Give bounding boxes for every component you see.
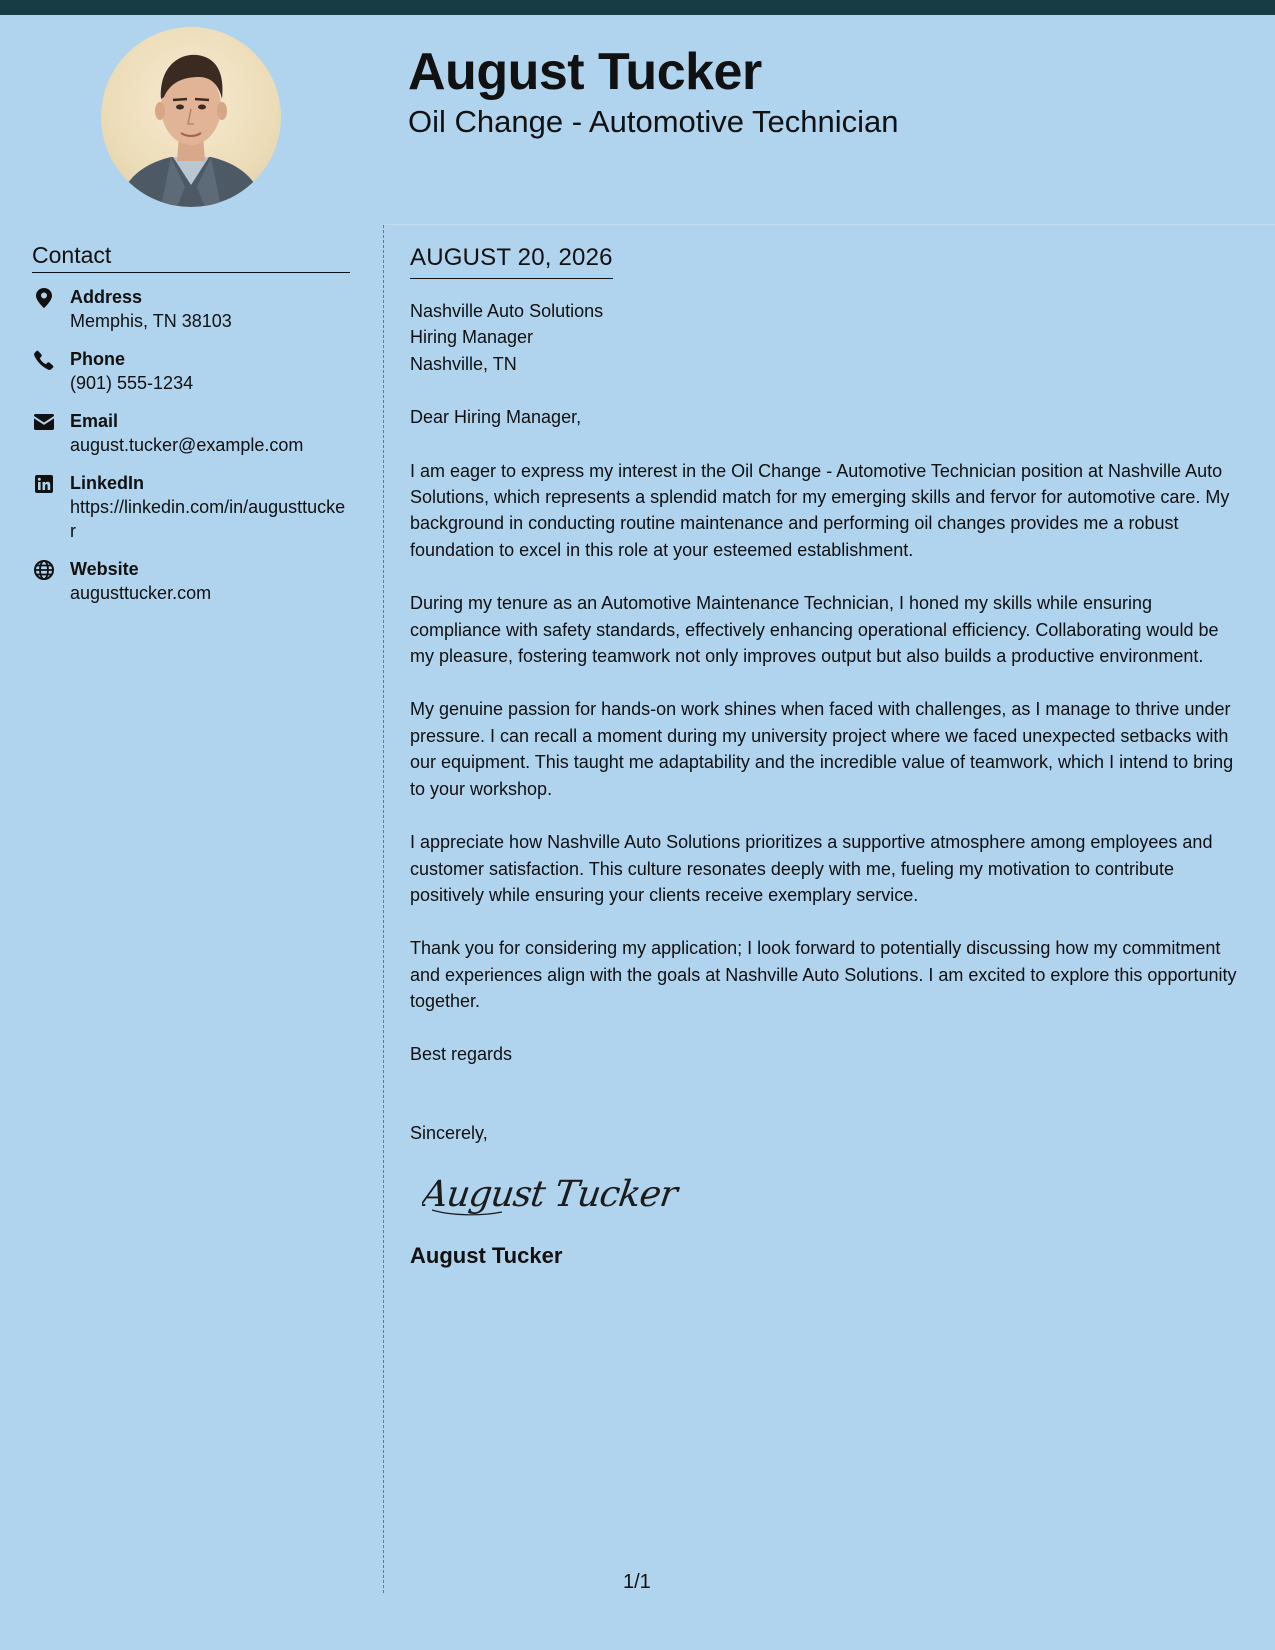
recipient-company: Nashville Auto Solutions bbox=[410, 301, 604, 321]
address-label: Address bbox=[70, 287, 143, 307]
recipient-role: Hiring Manager bbox=[410, 327, 534, 348]
page-number: 1/1 bbox=[623, 1571, 651, 1593]
paragraph: My genuine passion for hands-on work shines when faced with challenges, as I manage to thrive under pressure. I can recall a moment during my university project where we faced unexpected setbacks with our equipment. This taught me adaptability and the incredible value of teamwork, which I intend to bring to your workshop. bbox=[410, 699, 1234, 799]
paragraph: During my tenure as an Automotive Maintenance Technician, I honed my skills while ensuring compliance with safety standards, effectively enhancing operational efficiency. Collaborating would be my pleasure, fostering teamwork not only improves output but also builds a productive environment. bbox=[410, 593, 1219, 667]
salutation: Dear Hiring Manager, bbox=[410, 407, 582, 428]
signed-name: August Tucker bbox=[410, 1243, 563, 1269]
contact-linkedin bbox=[32, 471, 350, 543]
column-divider bbox=[383, 225, 384, 1593]
paragraph: I am eager to express my interest in the Oil Change - Automotive Technician position at Nashville Auto Solutions, which represents a splendid match for my emerging skills and fervor for automotive care. My background in conducting routine maintenance and performing oil changes provides me a robust foundation to excel in this role at your esteemed establishment. bbox=[410, 460, 1230, 560]
recipient-location: Nashville, TN bbox=[410, 353, 517, 374]
sign-off: Sincerely, bbox=[410, 1122, 488, 1143]
phone-label: Phone bbox=[70, 349, 126, 369]
letter-body bbox=[410, 243, 1240, 1270]
globe-icon bbox=[32, 558, 56, 582]
letter-date: AUGUST 20, 2026 bbox=[410, 243, 613, 279]
map-pin-icon bbox=[32, 286, 56, 310]
header-divider bbox=[385, 224, 1275, 225]
contact-address bbox=[32, 285, 350, 333]
address-value: Memphis, TN 38103 bbox=[70, 311, 232, 331]
svg-text:August Tucker: August Tucker bbox=[422, 1172, 680, 1216]
recipient-block bbox=[410, 298, 1240, 377]
contact-email bbox=[32, 409, 350, 457]
profile-photo bbox=[101, 27, 281, 207]
applicant-name: August Tucker bbox=[408, 43, 762, 101]
phone-value[interactable]: (901) 555-1234 bbox=[70, 373, 194, 393]
contact-phone bbox=[32, 347, 350, 395]
website-label: Website bbox=[70, 559, 139, 579]
email-label: Email bbox=[70, 411, 119, 431]
email-value[interactable]: august.tucker@example.com bbox=[70, 435, 304, 455]
linkedin-value[interactable]: https://linkedin.com/in/augusttucker bbox=[70, 497, 346, 541]
top-accent-bar bbox=[0, 0, 1275, 15]
paragraph: Thank you for considering my application; I look forward to potentially discussing how my commitment and experiences align with the goals at Nashville Auto Solutions. I am excited to explore this opportunity together. bbox=[410, 938, 1237, 1012]
website-value[interactable]: augusttucker.com bbox=[70, 583, 212, 603]
phone-icon bbox=[32, 348, 56, 372]
linkedin-icon bbox=[32, 472, 56, 496]
envelope-icon bbox=[32, 410, 56, 434]
closing-line: Best regards bbox=[410, 1043, 513, 1064]
job-title: Oil Change - Automotive Technician bbox=[408, 104, 899, 139]
paragraph: I appreciate how Nashville Auto Solutions prioritizes a supportive atmosphere among employees and customer satisfaction. This culture resonates deeply with me, fueling my motivation to contribute positively while ensuring your clients receive exemplary service. bbox=[410, 832, 1213, 905]
handwritten-signature bbox=[422, 1166, 1240, 1226]
contact-website bbox=[32, 557, 350, 605]
contact-heading: Contact bbox=[32, 240, 350, 273]
contact-sidebar bbox=[32, 240, 350, 619]
linkedin-label: LinkedIn bbox=[70, 473, 145, 493]
